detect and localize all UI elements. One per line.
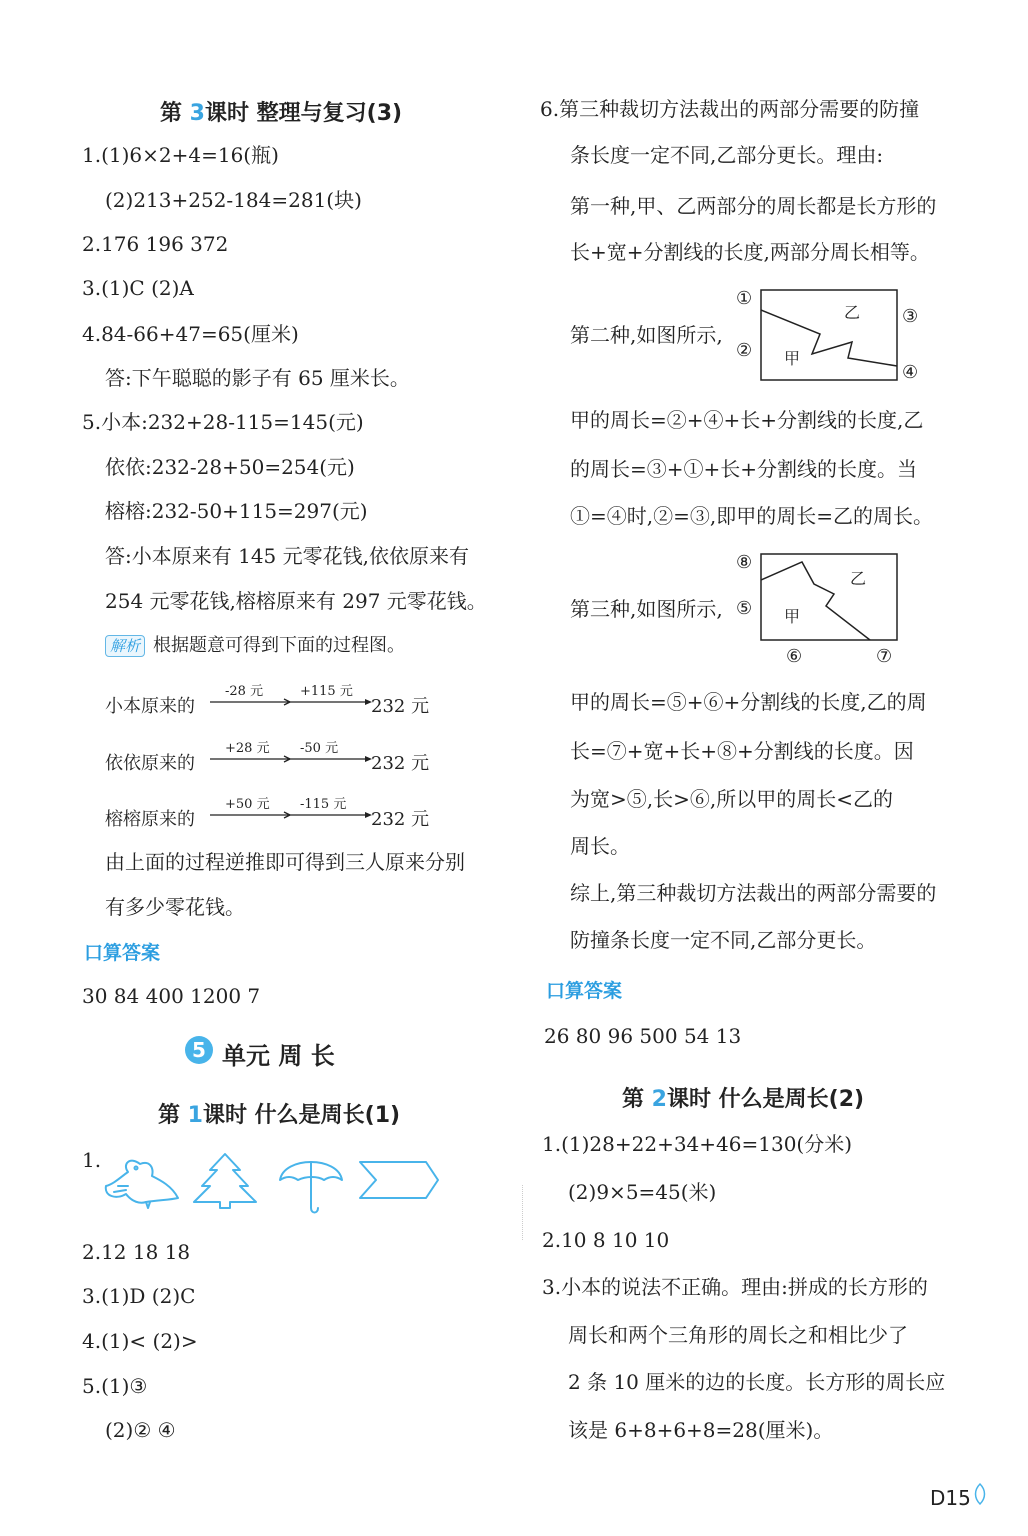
figure3-diagram xyxy=(730,548,930,668)
unit-badge: 5 xyxy=(185,1036,213,1064)
fig2-label-jia: 甲 xyxy=(784,349,801,368)
answer-5-xiaoben: 5.小本:232+28-115=145(元) xyxy=(82,410,364,434)
flow-result: 232 元 xyxy=(371,753,430,774)
fig3-label-6: ⑥ xyxy=(786,646,803,667)
q6-line-f: 的周长=③+①+长+分割线的长度。当 xyxy=(570,457,918,481)
fig3-label-5: ⑤ xyxy=(736,598,753,619)
answer-4-reply: 答:下午聪聪的影子有 65 厘米长。 xyxy=(105,366,410,390)
conclusion-b: 有多少零花钱。 xyxy=(105,895,245,919)
column-divider xyxy=(522,1185,523,1240)
conclusion-a: 由上面的过程逆推即可得到三人原来分别 xyxy=(105,850,465,874)
oral-answer-values: 30 84 400 1200 7 xyxy=(82,984,261,1008)
flow-arrow xyxy=(210,754,372,764)
oral-answer-heading: 口算答案 xyxy=(84,942,161,964)
analysis-tag: 解析 xyxy=(105,635,145,657)
flow-result: 232 元 xyxy=(371,696,430,717)
fig2-label-3: ③ xyxy=(902,306,919,327)
s2-line: 2.10 8 10 10 xyxy=(542,1228,670,1252)
flow-op2: -115 元 xyxy=(300,797,347,812)
q6-line-h: 甲的周长=⑤+⑥+分割线的长度,乙的周 xyxy=(570,690,927,714)
answer-5-yiyi: 依依:232-28+50=254(元) xyxy=(105,455,355,479)
s1-line-b: (2)9×5=45(米) xyxy=(568,1180,717,1204)
flow-label: 榕榕原来的 xyxy=(105,809,195,830)
answer-2: 2.176 196 372 xyxy=(82,232,229,256)
lesson1-title: 第 1课时 什么是周长(1) xyxy=(158,1103,401,1128)
q6-line-k: 周长。 xyxy=(570,834,630,858)
fig3-label-yi: 乙 xyxy=(850,569,867,588)
q6-line-i: 长=⑦+宽+长+⑧+分割线的长度。因 xyxy=(570,739,914,763)
page-number: D15 xyxy=(930,1486,971,1510)
fig2-label-yi: 乙 xyxy=(844,303,861,322)
fig3-label-jia: 甲 xyxy=(784,607,801,626)
s3-line-b: 周长和两个三角形的周长之和相比少了 xyxy=(568,1323,908,1347)
q6-line-c: 第一种,甲、乙两部分的周长都是长方形的 xyxy=(570,194,937,218)
flow-op1: -28 元 xyxy=(225,684,264,699)
fig2-label-2: ② xyxy=(736,340,753,361)
lesson2-title: 第 2课时 什么是周长(2) xyxy=(622,1087,865,1112)
q1-figures xyxy=(100,1146,445,1221)
q6-line-e: 甲的周长=②+④+长+分割线的长度,乙 xyxy=(570,408,924,432)
answer-4: 4.84-66+47=65(厘米) xyxy=(82,322,299,346)
s1-line-a: 1.(1)28+22+34+46=130(分米) xyxy=(542,1132,853,1156)
q5-answer-b: (2)② ④ xyxy=(105,1418,176,1442)
q4-answer: 4.(1)< (2)> xyxy=(82,1329,198,1353)
q6-line-m: 防撞条长度一定不同,乙部分更长。 xyxy=(570,928,877,952)
flow-row-rongrong xyxy=(105,793,445,833)
unit-title: 单元 周 长 xyxy=(222,1042,335,1070)
answer-1-part1: 1.(1)6×2+4=16(瓶) xyxy=(82,143,279,167)
fig2-label-4: ④ xyxy=(902,362,919,383)
oral-answer-values-right: 26 80 96 500 54 13 xyxy=(544,1024,742,1048)
answer-5-rongrong: 榕榕:232-50+115=297(元) xyxy=(105,499,368,523)
fig3-label-7: ⑦ xyxy=(876,646,893,667)
q1-label: 1. xyxy=(82,1148,102,1172)
q5-answer-a: 5.(1)③ xyxy=(82,1374,148,1398)
flow-op1: +28 元 xyxy=(225,741,270,756)
flow-arrow xyxy=(210,810,372,820)
s3-line-a: 3.小本的说法不正确。理由:拼成的长方形的 xyxy=(542,1275,928,1299)
flow-row-yiyi xyxy=(105,737,445,777)
flow-row-xiaoben xyxy=(105,680,445,720)
lesson3-title: 第 3课时 整理与复习(3) xyxy=(160,101,403,126)
leaf-icon xyxy=(970,1480,990,1510)
figure2-diagram xyxy=(730,284,930,388)
bird-icon xyxy=(106,1161,178,1208)
fig2-label-1: ① xyxy=(736,288,753,309)
flow-result: 232 元 xyxy=(371,809,430,830)
fig3-label-8: ⑧ xyxy=(736,552,753,573)
q6-line-d: 长+宽+分割线的长度,两部分周长相等。 xyxy=(570,240,930,264)
q6-line-a: 6.第三种裁切方法裁出的两部分需要的防撞 xyxy=(540,97,920,121)
q6-line-g: ①=④时,②=③,即甲的周长=乙的周长。 xyxy=(570,504,933,528)
tree-icon xyxy=(194,1154,256,1208)
answer-5-reply-b: 254 元零花钱,榕榕原来有 297 元零花钱。 xyxy=(105,589,487,613)
s3-line-c: 2 条 10 厘米的边的长度。长方形的周长应 xyxy=(568,1370,946,1394)
flow-arrow xyxy=(210,697,372,707)
figure2-caption: 第二种,如图所示, xyxy=(570,323,723,347)
flow-op2: -50 元 xyxy=(300,741,339,756)
flow-op2: +115 元 xyxy=(300,684,353,699)
q6-line-b: 条长度一定不同,乙部分更长。理由: xyxy=(570,143,884,167)
flow-op1: +50 元 xyxy=(225,797,270,812)
q6-line-l: 综上,第三种裁切方法裁出的两部分需要的 xyxy=(570,881,937,905)
s3-line-d: 该是 6+8+6+8=28(厘米)。 xyxy=(568,1418,834,1442)
q6-line-j: 为宽>⑤,长>⑥,所以甲的周长<乙的 xyxy=(570,787,893,811)
flow-label: 依依原来的 xyxy=(105,753,195,774)
arrow-shape-icon xyxy=(360,1162,438,1198)
answer-3: 3.(1)C (2)A xyxy=(82,276,194,300)
q3-answer: 3.(1)D (2)C xyxy=(82,1284,196,1308)
analysis-text: 根据题意可得到下面的过程图。 xyxy=(153,635,406,656)
figure3-caption: 第三种,如图所示, xyxy=(570,597,723,621)
umbrella-icon xyxy=(280,1162,342,1213)
oral-answer-heading-right: 口算答案 xyxy=(546,980,623,1002)
answer-1-part2: (2)213+252-184=281(块) xyxy=(105,188,362,212)
analysis-line xyxy=(105,632,405,660)
q2-answer: 2.12 18 18 xyxy=(82,1240,191,1264)
flow-label: 小本原来的 xyxy=(105,696,195,717)
answer-5-reply-a: 答:小本原来有 145 元零花钱,依依原来有 xyxy=(105,544,469,568)
